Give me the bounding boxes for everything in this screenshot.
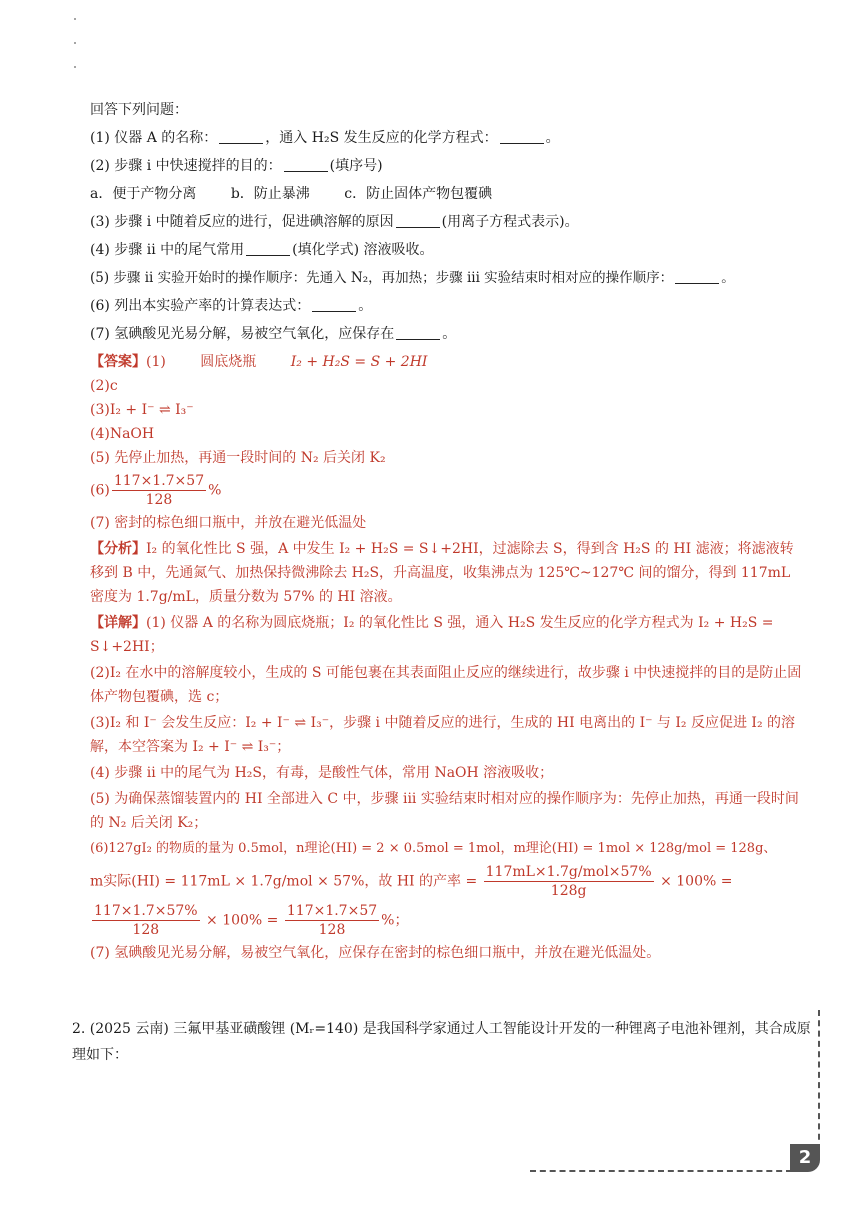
detail-tag: 【详解】 [90, 615, 146, 631]
options-row [90, 184, 805, 204]
answer-blank [500, 129, 544, 144]
answer-blank [219, 129, 263, 144]
fraction: $\frac{117\times 1.7\times 57\%}{128}$ [94, 903, 198, 938]
fraction: $\frac{\text{117mL×1.7g/mol×57\%}}{128g}$ [485, 864, 652, 899]
fraction: $\frac{117\times 1.7\times 57}{128}$ [286, 903, 378, 938]
detail-6c: $\frac{117\times 1.7\times 57\%}{128}$ × 100% = $\frac{117\times 1.7\times 57}{128}$ %； [94, 903, 409, 938]
answer-blank [675, 269, 719, 284]
answer-3: (3)I₂ + I⁻ ⇌ I₃⁻ [90, 402, 194, 418]
answer-4: (4)NaOH [90, 426, 155, 442]
cut-line-vertical [818, 1010, 820, 1150]
question-3: (3) 步骤 i 中随着反应的进行，促进碘溶解的原因 (用离子方程式表示)。 [90, 214, 579, 230]
answer-blank [396, 325, 440, 340]
answer-5: (5) 先停止加热，再通一段时间的 N₂ 后关闭 K₂ [90, 450, 386, 466]
analysis-paragraph: 【分析】I₂ 的氧化性比 S 强，A 中发生 I₂ + H₂S = S↓+2HI，过滤除去 S，得到含 H₂S 的 HI 滤液；将滤液转移到 B 中，先通氮气、加热保持微沸除去 H₂S，升高温度，收集沸点为 125℃~127℃ 间的馏分，得到 117mL 密度为 1.7g/mL，质量分数为 57% 的 HI 溶液。 [90, 541, 794, 605]
answer-blank [284, 157, 328, 172]
answer-1: 【答案】(1) 圆底烧瓶 I₂ + H₂S = S + 2HI [90, 354, 428, 370]
question-6: (6) 列出本实验产率的计算表达式： 。 [90, 298, 373, 314]
detail-4: (4) 步骤 ii 中的尾气为 H₂S，有毒，是酸性气体，常用 NaOH 溶液吸收； [90, 765, 554, 781]
answer-blank [396, 213, 440, 228]
detail-2: (2)I₂ 在水中的溶解度较小，生成的 S 可能包裹在其表面阻止反应的继续进行，故步骤 i 中快速搅拌的目的是防止固体产物包覆碘，选 c； [90, 665, 802, 705]
question-4: (4) 步骤 ii 中的尾气常用 (填化学式) 溶液吸收。 [90, 242, 434, 258]
answer-tag: 【答案】 [90, 354, 146, 370]
intro-text: 回答下列问题： [90, 102, 188, 118]
answer-blank [246, 241, 290, 256]
question-2: (2) 步骤 i 中快速搅拌的目的： (填序号) [90, 158, 383, 174]
answer-6: (6) $\frac{117\times 1.7\times 57}{128}$ % [90, 473, 222, 508]
page-number: 2 [790, 1144, 820, 1172]
detail-6b: m实际(HI) = 117mL × 1.7g/mol × 57%，故 HI 的产率 = $\frac{\text{117mL×1.7g/mol×57\%}}{128g}$ × 100% = [90, 864, 733, 899]
question-1: (1) 仪器 A 的名称： ，通入 H₂S 发生反应的化学方程式： 。 [90, 130, 560, 146]
answer-blank [312, 297, 356, 312]
detail-1: 【详解】(1) 仪器 A 的名称为圆底烧瓶；I₂ 的氧化性比 S 强，通入 H₂S 发生反应的化学方程式为 I₂ + H₂S = S↓+2HI； [90, 615, 774, 655]
detail-5: (5) 为确保蒸馏装置内的 HI 全部进入 C 中，步骤 iii 实验结束时相对应的操作顺序为：先停止加热，再通一段时间的 N₂ 后关闭 K₂； [90, 791, 799, 831]
detail-3: (3)I₂ 和 I⁻ 会发生反应：I₂ + I⁻ ⇌ I₃⁻，步骤 i 中随着反应的进行，生成的 HI 电离出的 I⁻ 与 I₂ 反应促进 I₂ 的溶解，本空答案为 I₂ + I⁻ ⇌ I₃⁻； [90, 715, 796, 755]
question-2-stem: 2. (2025 云南) 三氟甲基亚磺酸锂 (Mᵣ=140) 是我国科学家通过人工智能设计开发的一种锂离子电池补锂剂，其合成原理如下： [72, 1021, 811, 1063]
answer-7: (7) 密封的棕色细口瓶中，并放在避光低温处 [90, 515, 367, 531]
cut-line-horizontal [530, 1170, 792, 1172]
question-7: (7) 氢碘酸见光易分解，易被空气氧化，应保存在 。 [90, 326, 457, 342]
analysis-tag: 【分析】 [90, 541, 146, 557]
margin-dots [74, 18, 78, 90]
answer-2: (2)c [90, 378, 118, 394]
question-5: (5) 步骤 ii 实验开始时的操作顺序：先通入 N₂，再加热；步骤 iii 实验结束时相对应的操作顺序： 。 [90, 270, 735, 286]
detail-6a: (6)127gI₂ 的物质的量为 0.5mol，n理论(HI) = 2 × 0.5mol = 1mol，m理论(HI) = 1mol × 128g/mol = 128g、 [90, 841, 777, 856]
detail-7: (7) 氢碘酸见光易分解，易被空气氧化，应保存在密封的棕色细口瓶中，并放在避光低温处。 [90, 945, 661, 961]
option-b: b．防止暴沸 [230, 186, 310, 202]
main-content [90, 100, 805, 967]
option-c: c．防止固体产物包覆碘 [344, 186, 493, 202]
option-a: a．便于产物分离 [90, 186, 197, 202]
fraction: $\frac{117\times 1.7\times 57}{128}$ [113, 473, 205, 508]
